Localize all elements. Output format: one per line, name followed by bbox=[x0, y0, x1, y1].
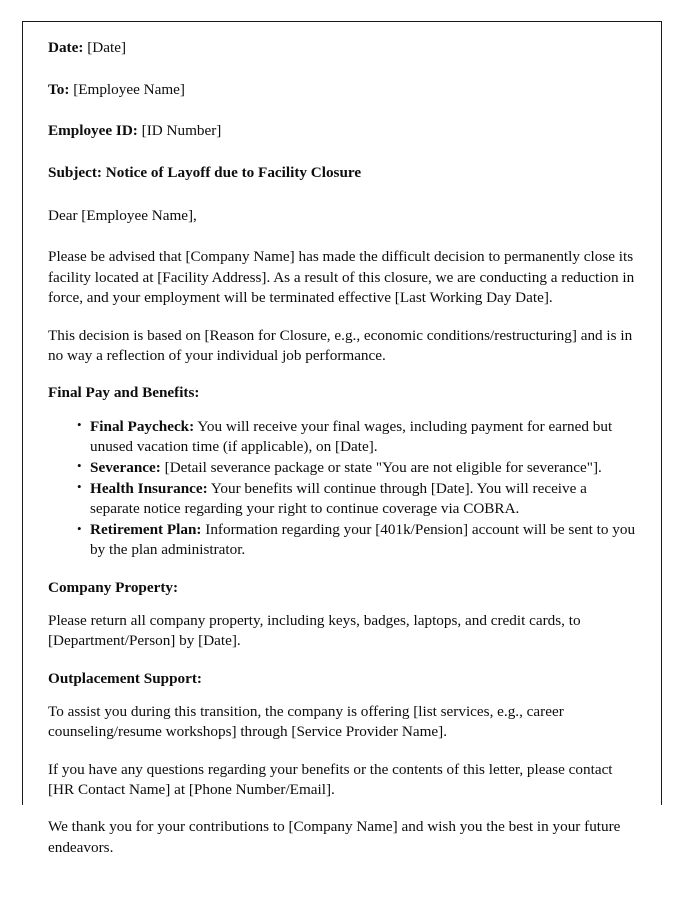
bullet-text-final-paycheck: You will receive your final wages, including payment for earned but unused vacation time (if applicable), on [Date]. bbox=[90, 417, 613, 455]
closing-paragraph-2: We thank you for your contributions to [Company Name] and wish you the best in your future endeavors. bbox=[48, 818, 621, 856]
list-item bbox=[77, 417, 638, 457]
company-property-paragraph: Please return all company property, including keys, badges, laptops, and credit cards, to [Department/Person] by [Date]. bbox=[48, 611, 581, 650]
bullet-label-health-insurance: Health Insurance: bbox=[90, 479, 208, 497]
list-item bbox=[77, 458, 638, 478]
list-item bbox=[77, 520, 638, 560]
subject-line: Subject: Notice of Layoff due to Facility Closure bbox=[48, 163, 362, 181]
bullet-text-health-insurance: Your benefits will continue through [Date]. You will receive a separate notice regarding your right to continue coverage via COBRA. bbox=[90, 479, 587, 518]
field-employee-id-label: Employee ID: bbox=[48, 122, 138, 140]
heading-outplacement-support: Outplacement Support: bbox=[48, 669, 202, 687]
field-date bbox=[48, 38, 638, 57]
field-employee-id-value: [ID Number] bbox=[137, 122, 222, 140]
bullet-label-severance: Severance: bbox=[90, 458, 161, 476]
field-date-label: Date: bbox=[48, 39, 84, 56]
field-date-value: [Date] bbox=[83, 39, 127, 56]
closing-paragraph-1: If you have any questions regarding your benefits or the contents of this letter, please contact [HR Contact Name] at [Phone Number/Email]. bbox=[48, 760, 613, 798]
field-to-label: To: bbox=[48, 80, 70, 98]
intro-paragraph-1: Please be advised that [Company Name] has made the difficult decision to permanently close its facility located at [Facility Address]. As a result of this closure, we are conducting a reduction in force, and your employment will be terminated effective [Last Working Day Date]. bbox=[48, 248, 635, 307]
bullet-label-final-paycheck: Final Paycheck: bbox=[90, 417, 195, 435]
intro-paragraph-2: This decision is based on [Reason for Closure, e.g., economic conditions/restructuring] and is in no way a reflection of your individual job performance. bbox=[48, 326, 633, 364]
letter-body bbox=[48, 38, 638, 875]
bullet-text-retirement-plan: Information regarding your [401k/Pension] account will be sent to you by the plan administrator. bbox=[90, 521, 636, 559]
field-to bbox=[48, 80, 638, 99]
greeting-line: Dear [Employee Name], bbox=[48, 207, 197, 225]
heading-company-property: Company Property: bbox=[48, 578, 179, 596]
benefits-list bbox=[48, 417, 638, 561]
field-to-value: [Employee Name] bbox=[69, 80, 185, 98]
list-item bbox=[77, 479, 638, 519]
outplacement-paragraph: To assist you during this transition, the company is offering [list services, e.g., career counseling/resume workshops] through [Service Provider Name]. bbox=[48, 702, 564, 741]
field-employee-id bbox=[48, 121, 638, 140]
document-page bbox=[22, 21, 662, 856]
bullet-text-severance: [Detail severance package or state "You are not eligible for severance"]. bbox=[160, 458, 602, 476]
heading-final-pay-and-benefits: Final Pay and Benefits: bbox=[48, 384, 200, 402]
bullet-label-retirement-plan: Retirement Plan: bbox=[90, 521, 202, 539]
